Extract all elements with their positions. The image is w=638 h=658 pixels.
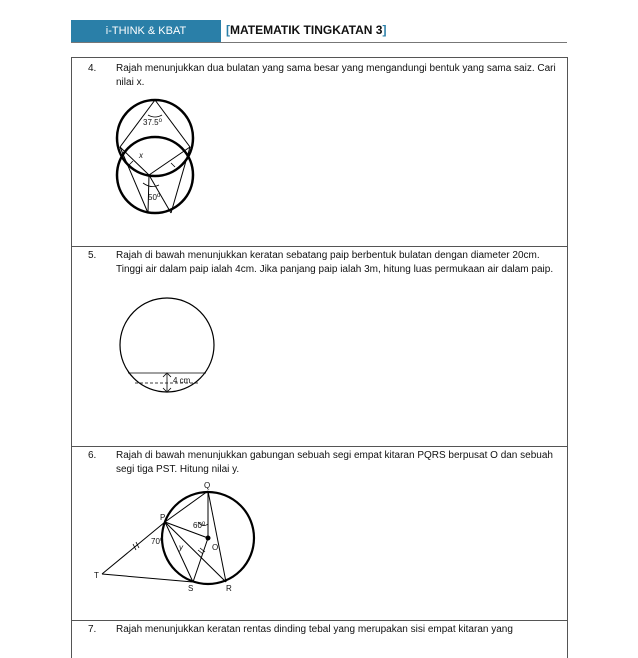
vertex-label-t: T (94, 571, 99, 580)
question-4 (88, 62, 558, 90)
angle-label-37-5: 37.5$^o$ (143, 118, 162, 127)
angle-label-x: x (139, 151, 143, 160)
question-text: Rajah menunjukkan keratan rentas dinding tebal yang merupakan sisi empat kitaran yang (116, 624, 513, 635)
question-number: 6. (88, 450, 97, 461)
question-5 (88, 249, 558, 277)
question-number: 5. (88, 250, 97, 261)
header-divider (71, 42, 567, 43)
question-text: Rajah menunjukkan dua bulatan yang sama besar yang mengandungi bentuk yang sama saiz. Cari nilai x. (116, 63, 556, 88)
vertex-label-s: S (188, 584, 194, 593)
row-divider (71, 246, 567, 247)
header-badge: i-THINK & KBAT (71, 20, 221, 43)
angle-label-y: y (179, 543, 183, 552)
row-divider (71, 57, 567, 58)
question-number: 4. (88, 63, 97, 74)
question-number: 7. (88, 624, 97, 635)
question-6 (88, 449, 558, 477)
question-7 (88, 623, 558, 637)
question-text: Rajah di bawah menunjukkan keratan sebatang paip berbentuk bulatan dengan diameter 20cm. Tinggi air dalam paip ialah 4cm. Jika panjang paip ialah 3m, hitung luas permukaan air dalam paip. (116, 250, 554, 275)
angle-label-70: 70$^o$ (151, 537, 164, 546)
vertex-label-q: Q (204, 481, 211, 490)
row-divider (71, 620, 567, 621)
page-title: [MATEMATIK TINGKATAN 3] (226, 23, 387, 37)
angle-label-50: 50$^o$ (148, 193, 161, 202)
angle-label-60: 60$^o$ (193, 521, 206, 530)
question-text: Rajah di bawah menunjukkan gabungan sebuah segi empat kitaran PQRS berpusat O dan sebuah segi tiga PST. Hitung nilai y. (116, 450, 553, 475)
row-divider (71, 446, 567, 447)
cyclic-quadrilateral-diagram (90, 478, 260, 598)
center-label-o: O (212, 543, 219, 552)
vertex-label-p: P (160, 513, 166, 522)
depth-label: 4 cm (173, 376, 191, 385)
vertex-label-r: R (226, 584, 232, 593)
pipe-cross-section-diagram (115, 297, 225, 397)
two-circles-diagram (105, 95, 205, 220)
